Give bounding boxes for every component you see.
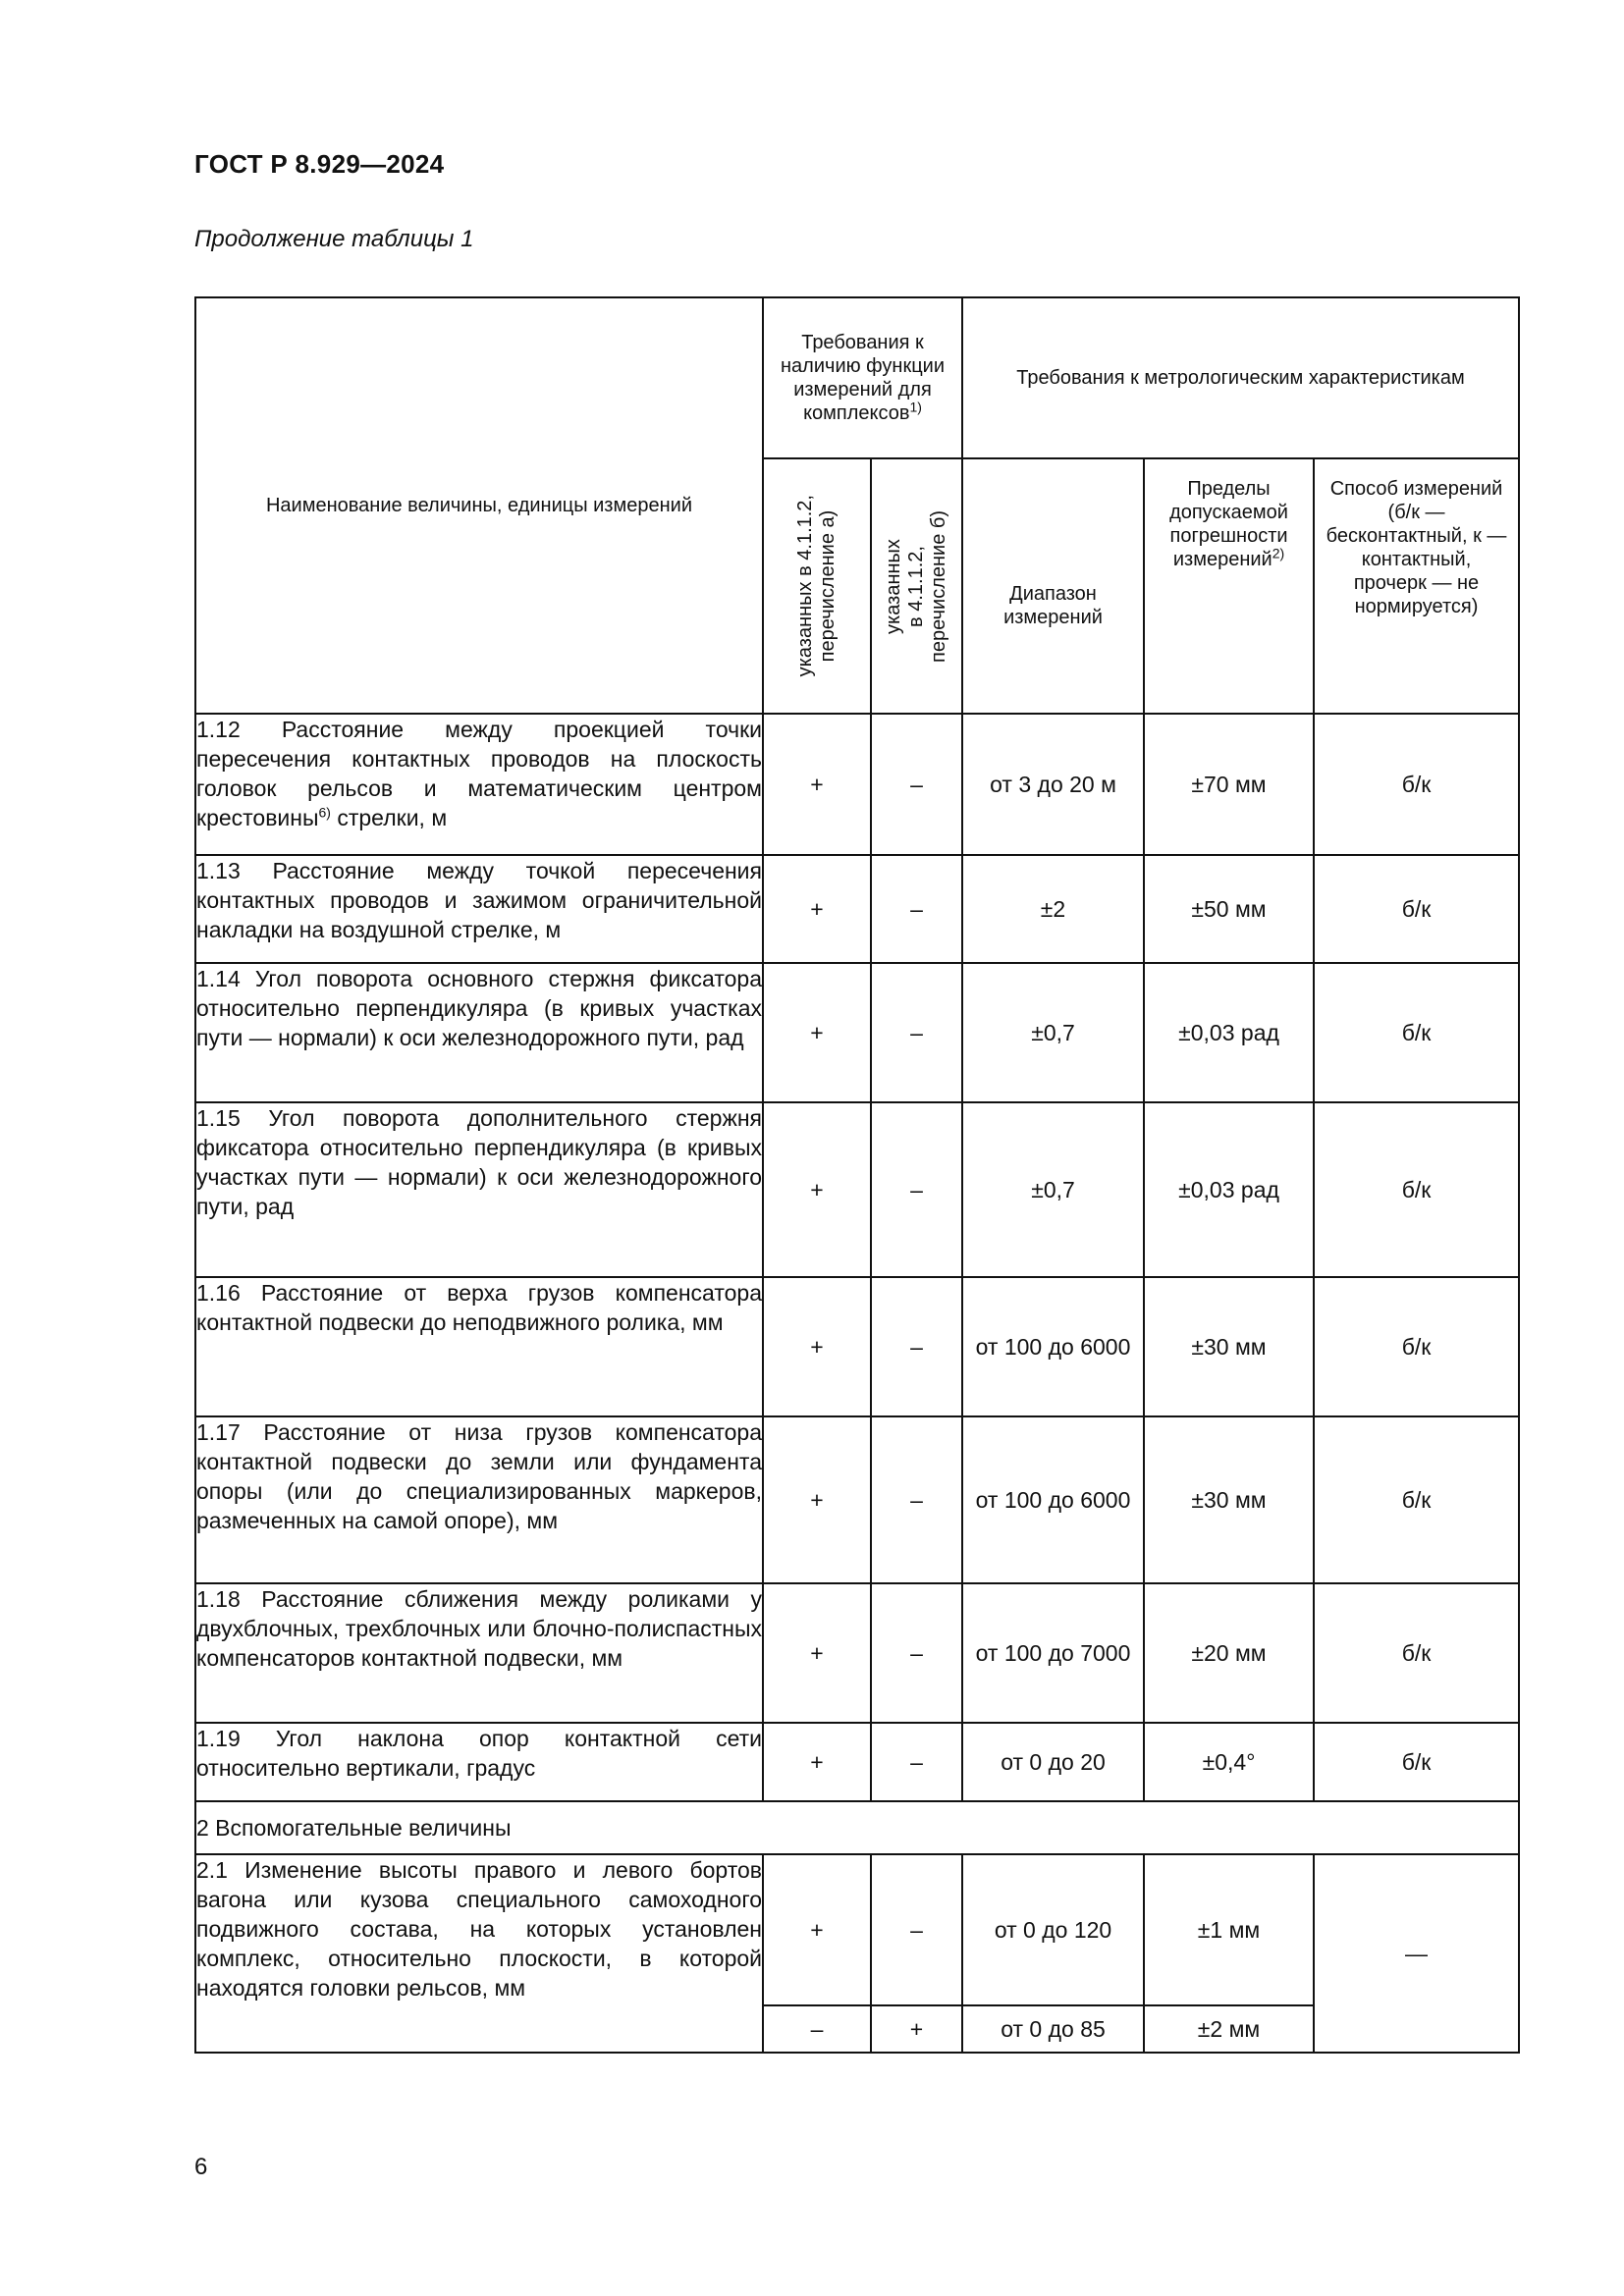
header-col-a-label: указанных в 4.1.1.2, перечисление а)	[794, 495, 839, 677]
row-col-b: +	[871, 2005, 962, 2053]
row-col-b: –	[871, 963, 962, 1102]
header-method-label: Способ измерений (б/к — бесконтактный, к — контактный, прочерк — не нормируется)	[1326, 478, 1507, 617]
row-name: 1.18 Расстояние сближения между роликами у двухблочных, трехблочных или блочно-полиспастных компенсаторов контактной подвески, мм	[195, 1583, 763, 1723]
row-error: ±1 мм	[1144, 1854, 1314, 2005]
row-range: ±2	[962, 855, 1144, 963]
header-requirements-group	[763, 297, 962, 458]
row-col-a: +	[763, 1416, 871, 1583]
row-method: б/к	[1314, 1277, 1519, 1416]
row-range: от 3 до 20 м	[962, 714, 1144, 855]
header-requirements-note: 1)	[909, 399, 922, 415]
header-requirements-label: Требования к наличию функции измерений для комплексов	[781, 332, 945, 424]
table-caption: Продолжение таблицы 1	[194, 226, 474, 252]
row-range: от 0 до 85	[962, 2005, 1144, 2053]
row-col-b: –	[871, 1102, 962, 1277]
header-col-b	[871, 458, 962, 714]
row-range: от 100 до 6000	[962, 1277, 1144, 1416]
document-standard-header: ГОСТ Р 8.929—2024	[194, 149, 445, 179]
row-method: б/к	[1314, 963, 1519, 1102]
header-method	[1314, 458, 1519, 714]
row-range: от 0 до 20	[962, 1723, 1144, 1801]
row-col-b: –	[871, 1583, 962, 1723]
row-col-a: +	[763, 855, 871, 963]
row-method: б/к	[1314, 714, 1519, 855]
page-number: 6	[194, 2154, 208, 2180]
table-row	[195, 1854, 1519, 2005]
header-metrology-group	[962, 297, 1519, 458]
header-col-a	[763, 458, 871, 714]
row-method: б/к	[1314, 1583, 1519, 1723]
row-col-b: –	[871, 1723, 962, 1801]
row-col-a: +	[763, 1854, 871, 2005]
row-range: от 100 до 7000	[962, 1583, 1144, 1723]
section-row	[195, 1801, 1519, 1854]
row-error: ±2 мм	[1144, 2005, 1314, 2053]
row-col-b: –	[871, 1416, 962, 1583]
row-col-b: –	[871, 1854, 962, 2005]
row-name-tail: стрелки, м	[330, 805, 448, 830]
row-name: 1.19 Угол наклона опор контактной сети относительно вертикали, градус	[195, 1723, 763, 1801]
row-col-b: –	[871, 1277, 962, 1416]
section-2-label: 2 Вспомогательные величины	[195, 1801, 1519, 1854]
header-error-label: Пределы допускаемой погрешности измерений	[1169, 478, 1288, 570]
header-range	[962, 458, 1144, 714]
row-method: б/к	[1314, 1416, 1519, 1583]
table-row	[195, 1583, 1519, 1723]
row-col-a: +	[763, 963, 871, 1102]
row-method: б/к	[1314, 855, 1519, 963]
row-range: ±0,7	[962, 1102, 1144, 1277]
row-range: ±0,7	[962, 963, 1144, 1102]
row-col-a: +	[763, 1583, 871, 1723]
row-col-a: –	[763, 2005, 871, 2053]
row-method: б/к	[1314, 1102, 1519, 1277]
header-metrology-label: Требования к метрологическим характеристикам	[1016, 367, 1465, 389]
row-name: 2.1 Изменение высоты правого и левого бортов вагона или кузова специального самоходного подвижного состава, на которых установлен комплекс, относительно плоскости, в которой находятся головки рельсов, мм	[195, 1854, 763, 2053]
row-name: 1.16 Расстояние от верха грузов компенсатора контактной подвески до неподвижного ролика, мм	[195, 1277, 763, 1416]
header-error-note: 2)	[1272, 545, 1285, 561]
row-method: —	[1314, 1854, 1519, 2053]
requirements-table	[194, 296, 1520, 2054]
row-col-a: +	[763, 1277, 871, 1416]
row-name: 1.15 Угол поворота дополнительного стержня фиксатора относительно перпендикуляра (в кривых участках пути — нормали) к оси железнодорожного пути, рад	[195, 1102, 763, 1277]
row-col-b: –	[871, 714, 962, 855]
header-range-label: Диапазон измерений	[1003, 583, 1103, 628]
row-name-text: 1.12 Расстояние между проекцией точки пересечения контактных проводов на плоскость головок рельсов и математическим центром крестовины	[196, 717, 762, 830]
table-row	[195, 1277, 1519, 1416]
row-error: ±0,03 рад	[1144, 963, 1314, 1102]
row-name: 1.17 Расстояние от низа грузов компенсатора контактной подвески до земли или фундамента опоры (или до специализированных маркеров, размеченных на самой опоре), мм	[195, 1416, 763, 1583]
row-error: ±20 мм	[1144, 1583, 1314, 1723]
table-row	[195, 963, 1519, 1102]
row-error: ±30 мм	[1144, 1416, 1314, 1583]
row-name: 1.13 Расстояние между точкой пересечения контактных проводов и зажимом ограничительной накладки на воздушной стрелке, м	[195, 855, 763, 963]
row-name-note: 6)	[318, 804, 331, 821]
row-name	[195, 714, 763, 855]
row-range: от 0 до 120	[962, 1854, 1144, 2005]
header-error	[1144, 458, 1314, 714]
row-col-a: +	[763, 1102, 871, 1277]
row-col-a: +	[763, 714, 871, 855]
row-col-a: +	[763, 1723, 871, 1801]
header-col-b-label: указанных в 4.1.1.2, перечисление б)	[883, 509, 949, 663]
table-row	[195, 1416, 1519, 1583]
row-error: ±50 мм	[1144, 855, 1314, 963]
table-row	[195, 1723, 1519, 1801]
header-name	[195, 297, 763, 714]
row-error: ±70 мм	[1144, 714, 1314, 855]
table-row	[195, 1102, 1519, 1277]
row-error: ±0,03 рад	[1144, 1102, 1314, 1277]
row-error: ±0,4°	[1144, 1723, 1314, 1801]
row-error: ±30 мм	[1144, 1277, 1314, 1416]
row-range: от 100 до 6000	[962, 1416, 1144, 1583]
header-name-label: Наименование величины, единицы измерений	[265, 495, 692, 516]
row-name: 1.14 Угол поворота основного стержня фиксатора относительно перпендикуляра (в кривых участках пути — нормали) к оси железнодорожного пути, рад	[195, 963, 763, 1102]
table-row	[195, 855, 1519, 963]
row-col-b: –	[871, 855, 962, 963]
table-row	[195, 714, 1519, 855]
row-method: б/к	[1314, 1723, 1519, 1801]
